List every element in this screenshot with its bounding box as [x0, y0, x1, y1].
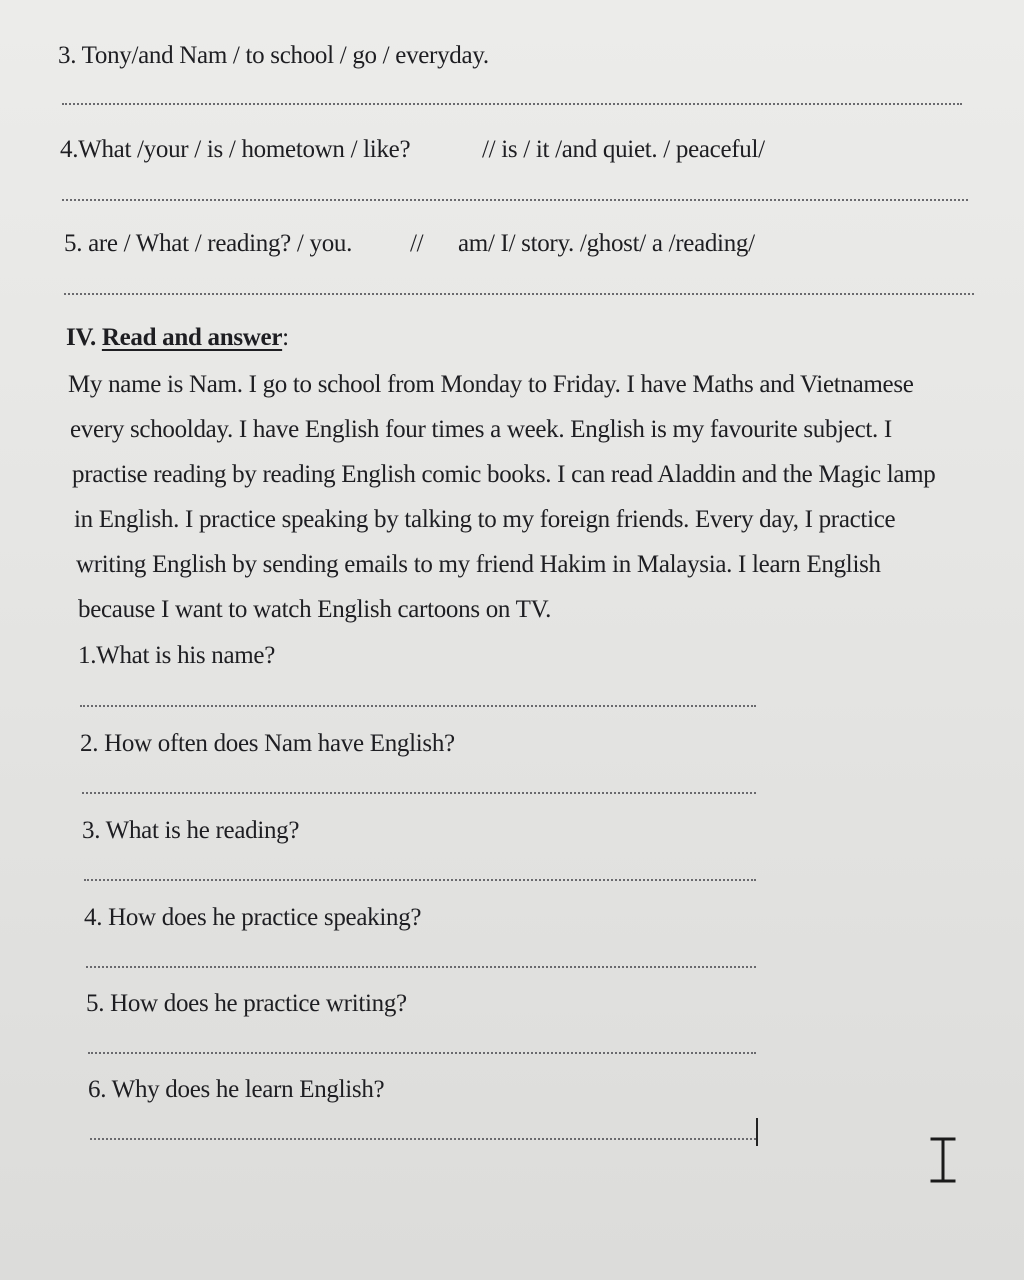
section-heading — [66, 324, 289, 352]
reading-passage — [68, 362, 1013, 632]
exercise-item-4: 4.What /your / is / hometown / like? — [60, 136, 411, 163]
answer-line-question-4[interactable] — [86, 966, 756, 968]
exercise-item-5-answer-words: am/ I/ story. /ghost/ a /reading/ — [458, 230, 755, 257]
passage-line: every schoolday. I have English four times a week. English is my favourite subject. I — [70, 416, 892, 443]
answer-line-item-5[interactable] — [64, 293, 974, 295]
text-caret — [756, 1118, 758, 1146]
question-4: 4. How does he practice speaking? — [84, 904, 422, 931]
exercise-item-5: 5. are / What / reading? / you. — [64, 230, 353, 257]
answer-line-item-3[interactable] — [62, 103, 962, 105]
section-numeral: IV. — [66, 324, 96, 351]
question-6: 6. Why does he learn English? — [88, 1076, 385, 1103]
answer-line-question-5[interactable] — [88, 1052, 756, 1054]
passage-line: writing English by sending emails to my friend Hakim in Malaysia. I learn English — [76, 551, 881, 578]
passage-line: in English. I practice speaking by talking to my foreign friends. Every day, I practice — [74, 506, 896, 533]
passage-line: because I want to watch English cartoons on TV. — [78, 596, 552, 623]
answer-line-question-2[interactable] — [82, 792, 756, 794]
passage-line: My name is Nam. I go to school from Monday to Friday. I have Maths and Vietnamese — [68, 371, 914, 398]
question-2: 2. How often does Nam have English? — [80, 730, 455, 757]
answer-line-question-6[interactable] — [90, 1138, 756, 1140]
section-colon: : — [282, 324, 289, 351]
exercise-item-3: 3. Tony/and Nam / to school / go / everyday. — [58, 42, 489, 69]
question-1: 1.What is his name? — [78, 642, 276, 669]
exercise-item-4-answer-words: // is / it /and quiet. / peaceful/ — [482, 136, 765, 163]
answer-line-item-4[interactable] — [62, 199, 968, 201]
answer-line-question-3[interactable] — [84, 879, 756, 881]
exercise-item-5-separator: // — [410, 230, 424, 257]
passage-line: practise reading by reading English comic books. I can read Aladdin and the Magic lamp — [72, 461, 936, 488]
text-cursor-icon — [928, 1136, 958, 1184]
answer-line-question-1[interactable] — [80, 705, 756, 707]
section-title: Read and answer — [101, 324, 283, 351]
question-3: 3. What is he reading? — [82, 817, 300, 844]
question-5: 5. How does he practice writing? — [86, 990, 407, 1017]
